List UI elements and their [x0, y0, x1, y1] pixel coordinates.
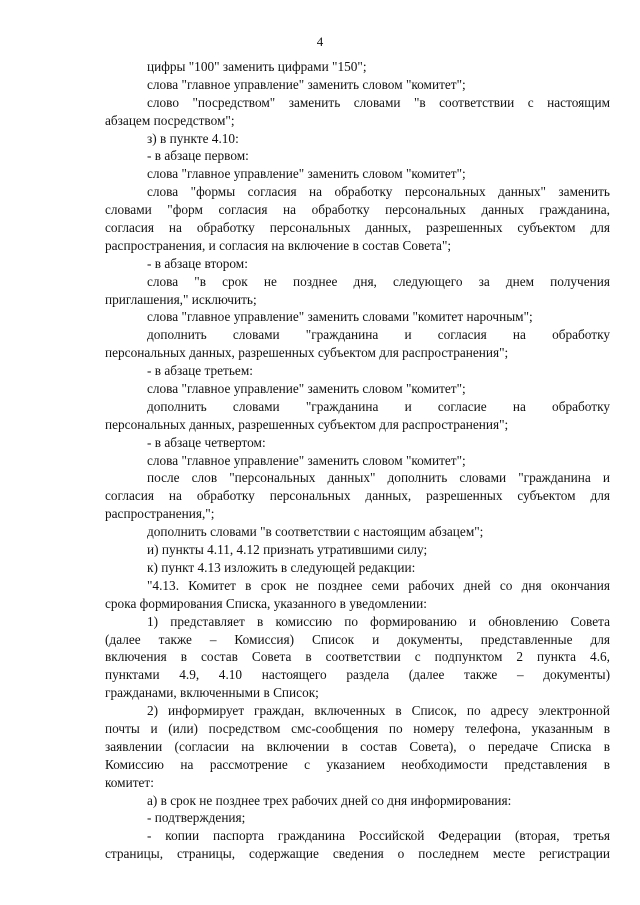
- text-line: цифры "100" заменить цифрами "150";: [147, 59, 367, 74]
- text-line: з) в пункте 4.10:: [147, 130, 239, 146]
- text-line: к) пункт 4.13 изложить в следующей редакции:: [147, 559, 416, 575]
- text-line: согласия на обработку персональных данных, разрешенных субъектом для: [105, 488, 610, 504]
- text-line: Комиссию на рассмотрение с указанием необходимости представления в: [105, 756, 610, 772]
- text-line: дополнить словами "гражданина и согласие на обработку: [147, 398, 610, 414]
- text-line: - в абзаце первом:: [147, 148, 249, 164]
- text-line: 1) представляет в комиссию по формированию и обновлению Совета: [147, 613, 610, 629]
- text-line: - подтверждения;: [147, 810, 246, 826]
- text-line: и) пункты 4.11, 4.12 признать утратившими силу;: [147, 542, 428, 558]
- text-line: слова "главное управление" заменить словом "комитет";: [147, 381, 466, 397]
- text-line: - в абзаце втором:: [147, 255, 248, 271]
- text-line: (далее также – Комиссия) Список и документы, представленные для: [105, 631, 610, 647]
- text-line: персональных данных, разрешенных субъектом для распространения";: [105, 416, 509, 432]
- text-line: 2) информирует граждан, включенных в Список, по адресу электронной: [147, 703, 610, 719]
- text-line: - в абзаце третьем:: [147, 363, 253, 379]
- text-line: словами "форм согласия на обработку персональных данных гражданина,: [105, 202, 610, 218]
- text-line: распространения, и согласия на включение в состав Совета";: [105, 237, 452, 253]
- text-line: - копии паспорта гражданина Российской Федерации (вторая, третья: [147, 828, 610, 844]
- text-line: распространения,";: [105, 506, 215, 522]
- text-line: включения в состав Совета в соответствии с подпунктом 2 пункта 4.6,: [105, 649, 610, 665]
- text-line: слова "главное управление" заменить словами "комитет нарочным";: [147, 309, 533, 325]
- text-line: заявлении (согласии на включении в состав Совета), о передаче Списка в: [105, 738, 610, 754]
- text-line: срока формирования Списка, указанного в уведомлении:: [105, 595, 427, 611]
- text-line: гражданами, включенными в Список;: [105, 685, 319, 701]
- text-line: дополнить словами "гражданина и согласия на обработку: [147, 327, 610, 343]
- text-line: пунктами 4.9, 4.10 настоящего раздела (далее также – документы): [105, 667, 610, 683]
- text-line: персональных данных, разрешенных субъектом для распространения";: [105, 345, 509, 361]
- text-line: слова "главное управление" заменить словом "комитет";: [147, 166, 466, 182]
- document-body: [105, 58, 610, 863]
- text-line: согласия на обработку персональных данных, разрешенных субъектом для: [105, 220, 610, 236]
- text-line: после слов "персональных данных" дополнить словами "гражданина и: [147, 470, 610, 486]
- text-line: слова "формы согласия на обработку персональных данных" заменить: [147, 184, 610, 200]
- text-line: слова "главное управление" заменить словом "комитет";: [147, 452, 466, 468]
- text-line: абзацем посредством";: [105, 112, 235, 128]
- text-line: слово "посредством" заменить словами "в соответствии с настоящим: [147, 94, 610, 110]
- text-line: страницы, страницы, содержащие сведения о последнем месте регистрации: [105, 846, 610, 862]
- text-line: дополнить словами "в соответствии с настоящим абзацем";: [147, 524, 484, 540]
- page-number: 4: [316, 34, 324, 49]
- text-line: слова "в срок не позднее дня, следующего за днем получения: [147, 273, 610, 289]
- text-line: - в абзаце четвертом:: [147, 434, 266, 450]
- text-line: приглашения," исключить;: [105, 291, 257, 307]
- text-line: почты и (или) посредством смс-сообщения по номеру телефона, указанным в: [105, 720, 610, 736]
- text-line: а) в срок не позднее трех рабочих дней со дня информирования:: [147, 792, 512, 808]
- text-line: комитет:: [105, 774, 154, 790]
- text-line: слова "главное управление" заменить словом "комитет";: [147, 76, 466, 92]
- text-line: "4.13. Комитет в срок не позднее семи рабочих дней со дня окончания: [147, 577, 610, 593]
